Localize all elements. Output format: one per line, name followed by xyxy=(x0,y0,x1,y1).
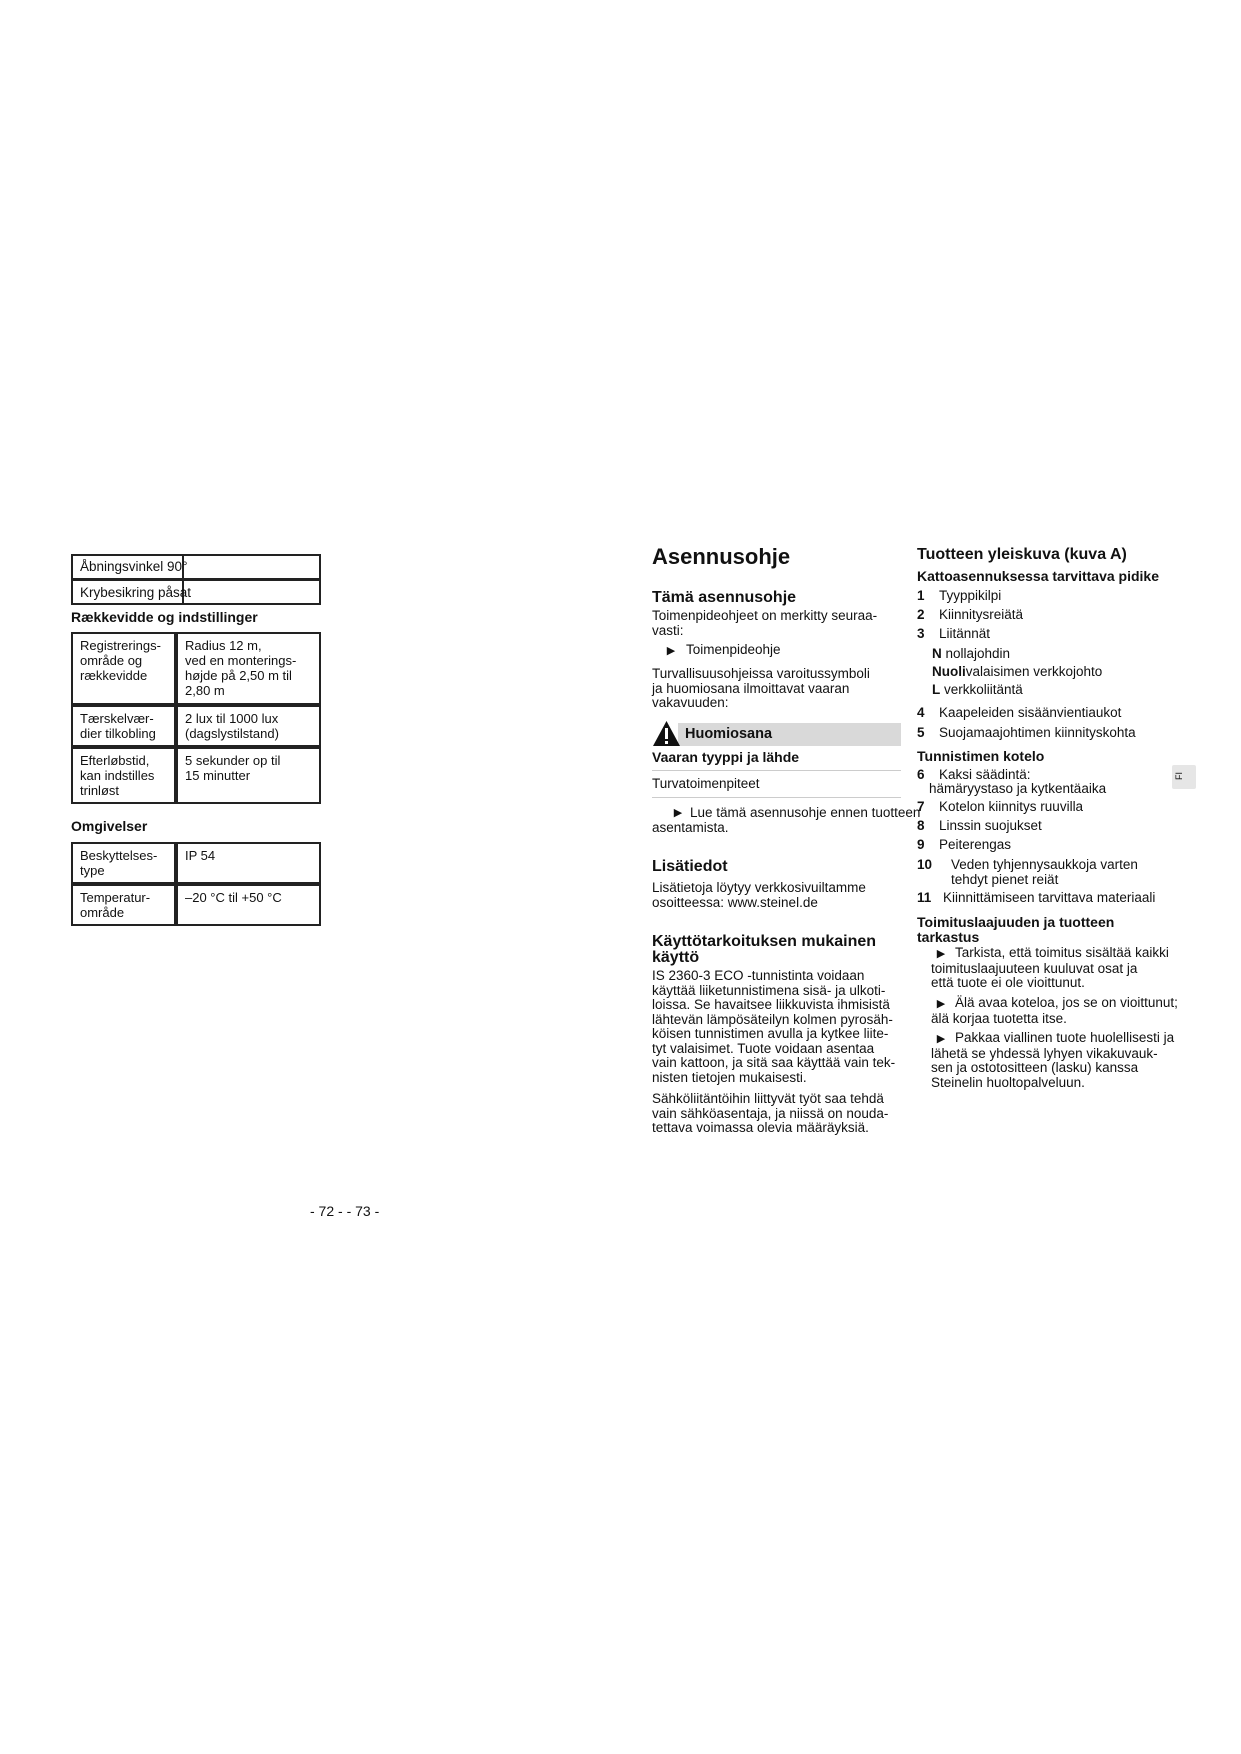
list-item: 6 Kaksi säädintä: xyxy=(917,767,1031,782)
hazard-heading: Vaaran tyyppi ja lähde xyxy=(652,749,800,765)
table-row xyxy=(71,842,321,884)
warning-triangle-icon xyxy=(652,720,681,747)
safety-intro-text: Turvallisuusohjeissa varoitussymboli ja huomiosana ilmoittavat vaaran vakavuuden: xyxy=(652,666,870,710)
table-row xyxy=(71,747,321,804)
range-table xyxy=(71,632,321,804)
triangle-bullet-icon: ▶ xyxy=(936,948,946,960)
environment-heading: Omgivelser xyxy=(71,818,148,834)
table-cell-value: –20 °C til +50 °C xyxy=(176,884,321,926)
info-text: Lisätietoja löytyy verkkosivuiltamme osoitteessa: www.steinel.de xyxy=(652,880,866,910)
connection-item: N nollajohdin xyxy=(932,646,1011,661)
list-item-continuation: hämäryystaso ja kytkentäaika xyxy=(929,781,1107,796)
triangle-bullet-icon: ▶ xyxy=(936,998,946,1010)
read-manual-bullet xyxy=(652,806,942,835)
triangle-bullet-icon: ▶ xyxy=(673,807,683,819)
table-cell-label: Beskyttelses- type xyxy=(71,842,176,884)
list-item: 9 Peiterengas xyxy=(917,837,1012,852)
table-row xyxy=(71,884,321,926)
check-bullet: ▶ Pakkaa viallinen tuote huolellisesti ja lähetä se yhdessä lyhyen vikakuvauk- sen ja ostotositteen (lasku) kanssa Steinelin huoltopalveluun. xyxy=(931,1031,1201,1090)
warning-label: Huomiosana xyxy=(685,726,773,742)
safety-measures-text: Turvatoimenpiteet xyxy=(652,776,760,791)
table-row xyxy=(71,705,321,747)
intended-use-text: IS 2360-3 ECO -tunnistinta voidaan käyttää liiketunnistimena sisä- ja ulkoti- loissa. Se havaitsee liikkuvista ihmisistä lähtevän lämpösäteilyn kolmen pyrosäh- köisen tunnistimen avulla ja kytkee liite- tyt valaisimet. Tuote voidaan asentaa vain kattoon, ja sitä saa käyttää vain tek- nisten tietojen mukaisesti. xyxy=(652,968,896,1085)
list-item: 4 Kaapeleiden sisäänvientiaukot xyxy=(917,705,1122,720)
action-bullet-text: Toimenpideohje xyxy=(686,642,781,657)
table-cell-value: 5 sekunder op til 15 minutter xyxy=(176,747,321,804)
list-item: 10 Veden tyhjennysaukkoja varten tehdyt pienet reiät xyxy=(917,857,1138,887)
list-item: 7 Kotelon kiinnitys ruuvilla xyxy=(917,799,1084,814)
language-side-tab xyxy=(1172,765,1196,789)
action-bullet xyxy=(656,643,781,659)
check-bullet: ▶ Tarkista, että toimitus sisältää kaikki toimituslaajuuteen kuuluvat osat ja että tuote ei ole vioittunut. xyxy=(931,946,1201,991)
table-cell-value: Radius 12 m, ved en monterings- højde på 2,50 m til 2,80 m xyxy=(176,632,321,705)
section-heading-intended-use: Käyttötarkoituksen mukainen käyttö xyxy=(652,933,877,966)
table-cell-label: Tærskelvær- dier tilkobling xyxy=(71,705,176,747)
delivery-check-subheading: Toimituslaajuuden ja tuotteen tarkastus xyxy=(917,914,1115,945)
housing-subheading: Tunnistimen kotelo xyxy=(917,748,1045,764)
list-item: 5 Suojamaajohtimen kiinnityskohta xyxy=(917,725,1136,740)
list-item: 8 Linssin suojukset xyxy=(917,818,1042,833)
table-cell-label: Efterløbstid, kan indstilles trinløst xyxy=(71,747,176,804)
triangle-bullet-icon: ▶ xyxy=(936,1033,946,1045)
table-cell-label: Registrerings- område og rækkevidde xyxy=(71,632,176,705)
section-heading-info: Lisätiedot xyxy=(652,858,728,875)
environment-table xyxy=(71,842,321,926)
table-cell-value: IP 54 xyxy=(176,842,321,884)
overview-heading: Tuotteen yleiskuva (kuva A) xyxy=(917,546,1127,563)
list-item: 2 Kiinnitysreiätä xyxy=(917,607,1024,622)
table-cell-value: 2 lux til 1000 lux (dagslystilstand) xyxy=(176,705,321,747)
table-row xyxy=(71,632,321,705)
range-heading: Rækkevidde og indstillinger xyxy=(71,609,258,625)
connection-item: L verkkoliitäntä xyxy=(932,682,1023,697)
creep-zone-label: Krybesikring påsat xyxy=(80,585,192,600)
page-numbers: - 72 - - 73 - xyxy=(310,1203,380,1219)
opening-angle-label: Åbningsvinkel 90° xyxy=(80,559,188,574)
list-item: 11 Kiinnittämiseen tarvittava materiaali xyxy=(917,890,1156,905)
safety-rule xyxy=(652,797,901,798)
connection-item: Nuolivalaisimen verkkojohto xyxy=(932,664,1103,679)
language-tab-label: FI xyxy=(1174,772,1184,780)
section-heading-manual: Tämä asennusohje xyxy=(652,589,797,606)
read-manual-text: Lue tämä asennusohje ennen tuotteen asentamista. xyxy=(652,805,921,835)
bracket-subheading: Kattoasennuksessa tarvittava pidike xyxy=(917,568,1159,584)
triangle-bullet-icon: ▶ xyxy=(666,645,676,657)
check-bullet: ▶ Älä avaa koteloa, jos se on vioittunut; älä korjaa tuotetta itse. xyxy=(931,996,1201,1026)
list-item: 1 Tyyppikilpi xyxy=(917,588,1002,603)
table-cell-label: Temperatur- område xyxy=(71,884,176,926)
list-item: 3 Liitännät xyxy=(917,626,991,641)
hazard-rule xyxy=(652,770,901,771)
page-title: Asennusohje xyxy=(652,544,791,569)
manual-intro-text: Toimenpideohjeet on merkitty seuraa- vasti: xyxy=(652,608,878,638)
electrical-work-text: Sähköliitäntöihin liittyvät työt saa tehdä vain sähköasentaja, ja niissä on nouda- tettava voimassa olevia määräyksiä. xyxy=(652,1091,889,1135)
